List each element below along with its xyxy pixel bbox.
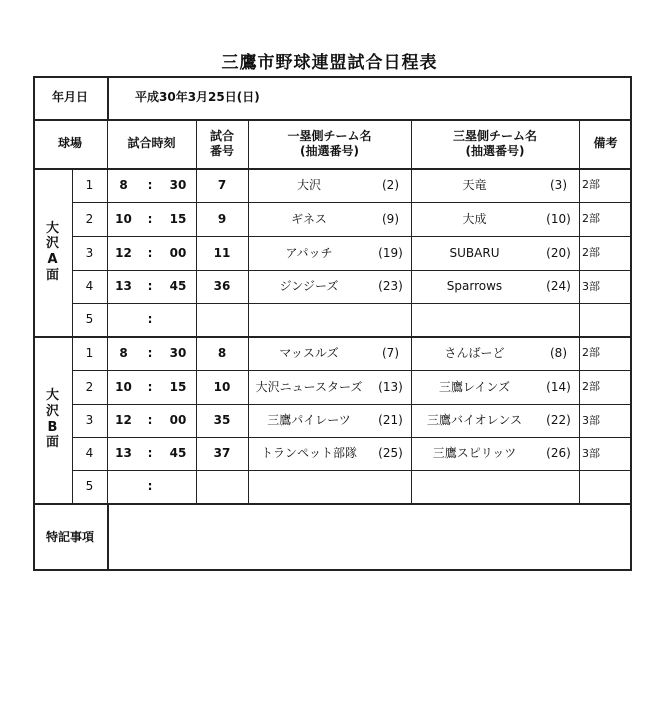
notes-value: 2部 [582,178,600,192]
game-number [196,470,248,503]
time-minute [160,303,196,336]
time-colon: : [147,379,153,394]
third-base-team-name [411,303,538,336]
header-field: 球場 [57,136,82,150]
header-game-number-line2: 番号 [209,143,234,158]
time-minute: 45 [169,279,187,293]
row-number: 5 [85,479,94,493]
row-number: 2 [85,379,94,394]
third-base-draw-number: (20) [546,245,571,260]
time-minute: 30 [169,177,187,192]
first-base-draw-number [370,303,411,336]
time-hour: 10 [115,211,132,226]
field-label [33,336,72,503]
first-base-team-name: アパッチ [285,245,333,260]
notes-value: 2部 [582,246,600,260]
game-number: 11 [213,245,231,260]
game-number [196,303,248,336]
time-minute [160,470,196,503]
header-first-base-line2: (抽選番号) [300,143,359,158]
first-base-draw-number: (19) [378,245,403,260]
game-number: 37 [213,446,231,460]
third-base-team-name [411,470,538,503]
header-third-base-team [411,119,579,168]
time-colon: : [147,245,153,260]
row-number: 4 [85,446,94,460]
row-number: 5 [85,312,94,326]
field-label-char: 面 [45,435,59,451]
field-label [33,168,72,336]
row-number: 2 [85,211,94,226]
notes-value: 2部 [582,212,600,226]
time-colon: : [147,479,153,493]
time-minute: 15 [169,379,187,394]
time-colon: : [147,279,153,293]
notes-value [579,303,632,336]
header-notes: 備考 [593,136,618,150]
third-base-team-name: 天竜 [462,177,487,192]
first-base-draw-number: (13) [378,379,403,394]
first-base-team-name [248,303,370,336]
notes-value: 3部 [582,413,600,427]
third-base-team-name: 三鷹スピリッツ [432,446,517,460]
row-number: 3 [85,413,94,427]
field-label-char: 面 [45,267,59,283]
field-label-char: 大 [45,220,59,236]
first-base-team-name: 大沢 [296,177,321,192]
time-hour: 12 [115,413,132,427]
field-label-char: 沢 [45,236,59,252]
first-base-team-name: ギネス [291,211,327,226]
date-label: 年月日 [51,90,88,104]
first-base-team-name: トランペット部隊 [260,446,357,460]
third-base-team-name: 大成 [462,211,487,226]
third-base-draw-number: (26) [546,446,571,460]
third-base-draw-number: (3) [550,177,567,192]
special-notes-value [107,503,632,571]
third-base-team-name: SUBARU [449,245,500,260]
time-hour [107,470,140,503]
header-third-base-line2: (抽選番号) [465,143,525,158]
notes-value: 3部 [582,446,600,460]
time-minute: 00 [169,245,187,260]
first-base-draw-number: (7) [382,345,399,360]
field-label-char: 沢 [45,403,59,419]
first-base-team-name: 大沢ニュースターズ [255,379,363,394]
header-game-number-line1: 試合 [209,128,234,143]
third-base-draw-number: (10) [546,211,571,226]
third-base-draw-number: (22) [546,413,571,427]
game-number: 8 [217,345,227,360]
first-base-draw-number [370,470,411,503]
time-hour: 13 [115,446,132,460]
row-number: 4 [85,279,94,293]
time-colon: : [147,446,153,460]
row-number: 3 [85,245,94,260]
header-third-base-line1: 三塁側チーム名 [452,128,537,143]
game-number: 35 [213,413,231,427]
first-base-draw-number: (25) [378,446,403,460]
notes-value: 2部 [582,380,600,394]
page-title: 三鷹市野球連盟試合日程表 [221,53,438,73]
third-base-team-name: 三鷹バイオレンス [427,413,522,427]
game-number: 9 [217,211,227,226]
date-value: 平成30年3月25日(日) [135,90,260,104]
time-minute: 15 [169,211,187,226]
notes-value: 3部 [582,279,600,293]
third-base-draw-number: (14) [546,379,571,394]
time-colon: : [147,312,153,326]
first-base-team-name: マッスルズ [279,345,339,360]
first-base-draw-number: (23) [378,279,403,293]
first-base-team-name: ジンジーズ [279,279,339,293]
time-hour: 13 [115,279,132,293]
notes-value [579,470,632,503]
first-base-team-name [248,470,370,503]
first-base-draw-number: (9) [382,211,399,226]
time-minute: 45 [169,446,187,460]
third-base-draw-number [538,470,579,503]
time-hour: 12 [115,245,132,260]
first-base-draw-number: (21) [378,413,403,427]
special-notes-label: 特記事項 [45,529,94,544]
third-base-team-name: Sparrows [446,279,503,293]
time-hour: 8 [119,177,128,192]
game-number: 36 [213,279,231,293]
time-colon: : [147,211,153,226]
game-number: 7 [217,177,227,192]
time-hour [107,303,140,336]
first-base-team-name: 三鷹パイレーツ [267,413,351,427]
third-base-draw-number: (24) [546,279,571,293]
third-base-team-name: 三鷹レインズ [438,379,511,394]
row-number: 1 [85,345,94,360]
time-minute: 00 [169,413,187,427]
first-base-draw-number: (2) [382,177,399,192]
header-game-number [196,119,248,168]
notes-value: 2部 [582,346,600,360]
time-colon: : [147,345,153,360]
time-colon: : [147,177,153,192]
field-label-char: A [47,252,58,267]
third-base-draw-number: (8) [550,345,567,360]
row-number: 1 [85,177,94,192]
field-label-char: 大 [45,388,59,404]
field-label-char: B [47,419,58,435]
time-hour: 10 [115,379,132,394]
game-number: 10 [213,379,231,394]
time-colon: : [147,413,153,427]
third-base-draw-number [538,303,579,336]
time-minute: 30 [169,345,187,360]
header-first-base-line1: 一塁側チーム名 [287,128,372,143]
header-first-base-team [248,119,411,168]
time-hour: 8 [119,345,128,360]
third-base-team-name: さんばーど [444,345,505,360]
header-time: 試合時刻 [127,136,176,150]
